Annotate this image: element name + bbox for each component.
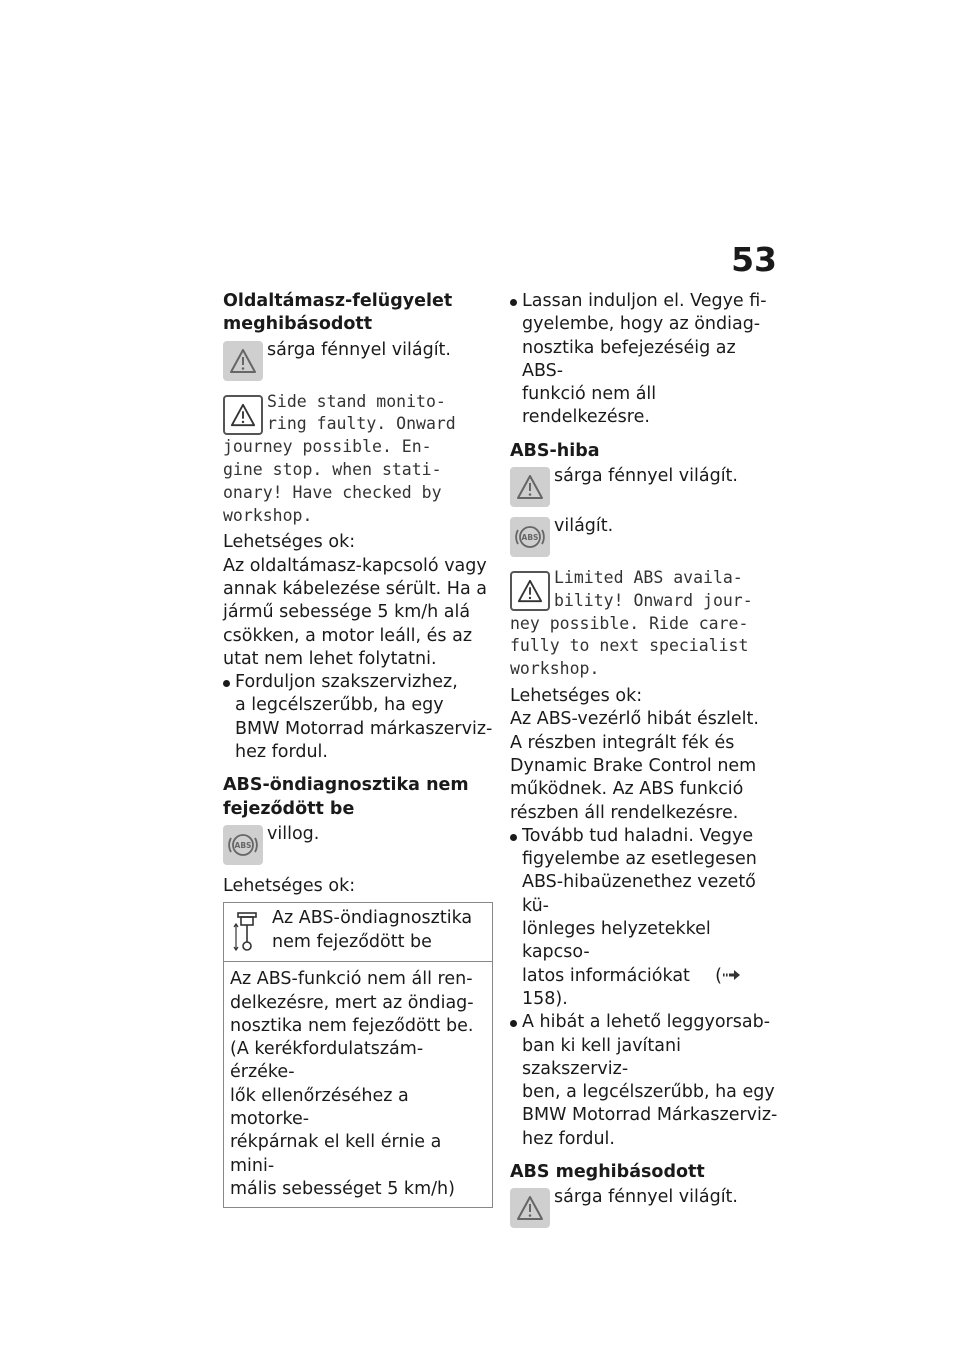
reference-arrow-icon	[722, 966, 742, 986]
abs-fault-title: ABS-hiba	[510, 440, 600, 461]
abs-fault-light-row	[510, 465, 782, 507]
abs-fault-light-row-2	[510, 515, 782, 557]
text-line: A hibát a lehető leggyorsab-	[522, 1012, 771, 1033]
table-line: lők ellenőrzéséhez a motorke-	[230, 1085, 409, 1130]
side-stand-light-text: sárga fénnyel világít.	[267, 339, 451, 360]
message-line: onary! Have checked by	[223, 482, 442, 502]
table-header-line: nem fejeződött be	[272, 931, 432, 952]
warning-triangle-icon	[510, 467, 550, 507]
message-line: bility! Onward jour-	[554, 590, 753, 610]
text-line: Forduljon szakszervizhez,	[235, 672, 458, 693]
warning-triangle-icon	[223, 395, 263, 435]
abs-icon	[223, 825, 263, 865]
side-stand-light-row	[223, 339, 493, 381]
text-line: jármű sebessége 5 km/h alá	[223, 602, 471, 623]
text-line: csökken, a motor leáll, és az	[223, 625, 472, 646]
table-line: rékpárnak el kell érnie a mini-	[230, 1132, 442, 1176]
table-line: delkezésre, mert az öndiag-	[230, 992, 474, 1013]
text-line: Tovább tud haladni. Vegye	[522, 825, 754, 846]
text-line: funkció nem áll rendelkezésre.	[522, 384, 657, 428]
text-line: Dynamic Brake Control nem	[510, 755, 757, 776]
message-line: ring faulty. Onward	[267, 414, 456, 434]
abs-fault-light-text-2: világít.	[554, 516, 614, 537]
right-column	[510, 290, 782, 1228]
text-line: hez fordul.	[522, 1128, 615, 1149]
text-line: Az ABS-vezérlő hibát észlelt.	[510, 709, 759, 730]
warning-triangle-icon	[510, 571, 550, 611]
abs-fault-light-text: sárga fénnyel világít.	[554, 466, 738, 487]
text-line: lönleges helyzetekkel kapcso-	[522, 919, 711, 963]
abs-icon	[510, 517, 550, 557]
table-line: mális sebességet 5 km/h)	[230, 1178, 455, 1199]
cause-label: Lehetséges ok:	[223, 532, 356, 553]
bullet-item	[510, 1011, 782, 1151]
abs-defect-title: ABS meghibásodott	[510, 1162, 705, 1182]
abs-defect-light-row	[510, 1186, 782, 1228]
text-line: a legcélszerűbb, ha egy	[235, 695, 444, 716]
text-line: működnek. Az ABS funkció	[510, 779, 744, 800]
message-line: workshop.	[223, 505, 313, 525]
text-line: Az oldaltámasz-kapcsoló vagy	[223, 555, 487, 576]
svg-text:ABS: ABS	[521, 533, 539, 543]
message-line: gine stop. when stati-	[223, 459, 442, 479]
warning-triangle-icon	[510, 1188, 550, 1228]
side-stand-title	[223, 290, 493, 337]
text-line: gyelembe, hogy az öndiag-	[522, 314, 761, 335]
bullet-item	[510, 825, 782, 1011]
text-line: ABS-hibaüzenethez vezető kü-	[522, 872, 756, 916]
cause-label: Lehetséges ok:	[223, 875, 356, 896]
abs-diag-title-line: ABS-öndiagnosztika nem	[223, 775, 469, 796]
left-column	[223, 290, 493, 1208]
text-line: annak kábelezése sérült. Ha a	[223, 578, 487, 599]
table-line: Az ABS-funkció nem áll ren-	[230, 969, 473, 990]
text-line: ben, a legcélszerűbb, ha egy	[522, 1082, 775, 1103]
message-line: journey possible. En-	[223, 437, 432, 457]
abs-diag-light-text: villog.	[267, 823, 320, 844]
page-reference-number[interactable]: 158).	[522, 988, 568, 1009]
info-table-body	[224, 962, 492, 1207]
text-line: BMW Motorrad Márkaszerviz-	[522, 1105, 778, 1126]
piston-gauge-icon	[230, 909, 264, 955]
info-table-header	[224, 903, 492, 962]
message-line: Limited ABS availa-	[554, 568, 743, 588]
side-stand-title-line: Oldaltámasz-felügyelet	[223, 291, 453, 311]
text-line	[522, 965, 782, 1012]
text-line: nosztika befejezéséig az ABS-	[522, 337, 736, 381]
text-line: figyelembe az esetlegesen	[522, 849, 757, 870]
text-line: hez fordul.	[235, 742, 328, 763]
abs-diag-light-row	[223, 823, 493, 865]
abs-defect-light-text: sárga fénnyel világít.	[554, 1187, 738, 1208]
message-line: ney possible. Ride care-	[510, 613, 749, 633]
table-header-line: Az ABS-öndiagnosztika	[272, 908, 473, 929]
table-line: (A kerékfordulatszám-érzéke-	[230, 1039, 424, 1083]
side-stand-title-line: meghibásodott	[223, 314, 373, 335]
svg-text:ABS: ABS	[234, 840, 252, 850]
cause-text	[223, 555, 493, 671]
text-line: részben áll rendelkezésre.	[510, 802, 739, 823]
message-line: Side stand monito-	[267, 391, 446, 411]
abs-message	[510, 567, 782, 681]
message-line: fully to next specialist	[510, 636, 749, 656]
text-line: Lassan induljon el. Vegye fi-	[522, 291, 767, 311]
cause-text	[510, 708, 782, 824]
text-line: utat nem lehet folytatni.	[223, 648, 437, 669]
bullet-item	[223, 671, 493, 764]
reference-text: latos információkat	[522, 965, 690, 986]
table-line: nosztika nem fejeződött be.	[230, 1015, 474, 1036]
text-line: A részben integrált fék és	[510, 732, 735, 753]
info-table	[223, 902, 493, 1208]
bullet-item	[510, 290, 782, 430]
abs-diag-title-line: fejeződött be	[223, 798, 355, 819]
message-line: workshop.	[510, 659, 600, 679]
cause-label: Lehetséges ok:	[510, 686, 643, 707]
text-line: ban ki kell javítani szakszerviz-	[522, 1035, 681, 1079]
side-stand-message	[223, 391, 493, 528]
page-reference-link[interactable]: ( 158).	[522, 966, 742, 1009]
text-line: BMW Motorrad márkaszerviz-	[235, 718, 493, 739]
page-number: 53	[731, 240, 777, 279]
warning-triangle-icon	[223, 341, 263, 381]
abs-diag-title	[223, 774, 493, 821]
